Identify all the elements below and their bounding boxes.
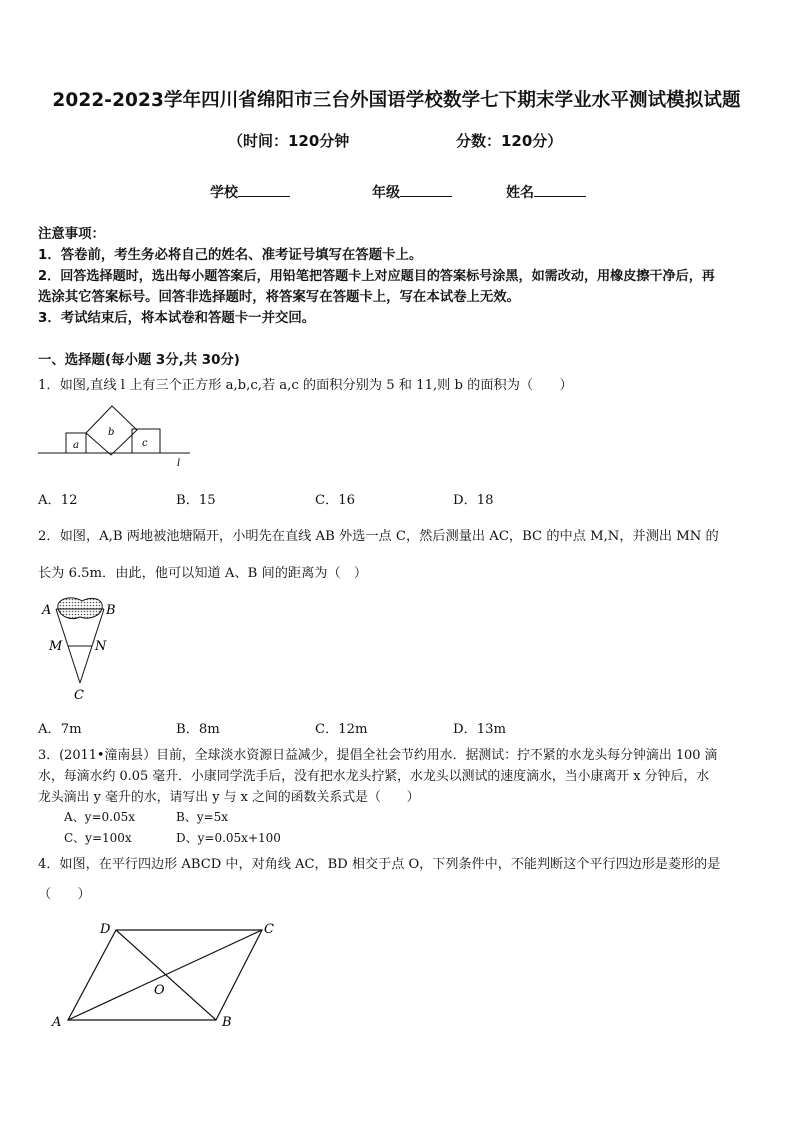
figure-label-A: A xyxy=(52,1015,62,1030)
figure-label-l: l xyxy=(177,458,181,469)
question-3-option-b: B、y=5x xyxy=(176,810,229,824)
question-3-option-c: C、y=100x xyxy=(64,831,132,845)
figure-label-A: A xyxy=(42,603,52,618)
question-4-text-line-2: （ ） xyxy=(38,887,91,902)
figure-label-M: M xyxy=(49,639,63,654)
time-label: （时间：120分钟 xyxy=(228,132,350,150)
figure-label-B: B xyxy=(106,603,116,618)
grade-blank xyxy=(400,184,452,197)
page-title: 2022-2023学年四川省绵阳市三台外国语学校数学七下期末学业水平测试模拟试题 xyxy=(52,90,741,111)
question-1-text: 1．如图,直线 l 上有三个正方形 a,b,c,若 a,c 的面积分别为 5 和 11,则 b 的面积为（ ） xyxy=(38,378,573,393)
question-2-text-line-2: 长为 6.5m．由此，他可以知道 A、B 间的距离为（ ） xyxy=(38,566,368,581)
section-heading: 一、选择题(每小题 3分,共 30分) xyxy=(38,353,240,368)
question-3-option-d: D、y=0.05x+100 xyxy=(176,831,281,845)
question-4-figure xyxy=(50,918,280,1033)
question-3-text-line-3: 龙头滴出 y 毫升的水，请写出 y 与 x 之间的函数关系式是（ ） xyxy=(38,790,420,805)
question-1-option-c: C．16 xyxy=(315,493,356,508)
figure-label-C: C xyxy=(264,922,274,937)
grade-field xyxy=(372,182,452,202)
question-4-text-line-1: 4．如图，在平行四边形 ABCD 中，对角线 AC，BD 相交于点 O，下列条件中，不能判断这个平行四边形是菱形的是 xyxy=(38,857,721,872)
figure-label-B: B xyxy=(222,1015,232,1030)
notice-line-2b: 选涂其它答案标号。回答非选择题时，将答案写在答题卡上，写在本试卷上无效。 xyxy=(38,290,521,305)
question-2-option-d: D．13m xyxy=(453,722,507,737)
notice-heading: 注意事项： xyxy=(38,227,105,242)
name-field xyxy=(506,182,586,202)
notice-line-3: 3．考试结束后，将本试卷和答题卡一并交回。 xyxy=(38,311,316,326)
question-3-text-line-1: 3．(2011•潼南县）目前，全球淡水资源日益减少，提倡全社会节约用水．据测试：拧不紧的水龙头每分钟滴出 100 滴 xyxy=(38,748,718,763)
school-field xyxy=(210,182,290,202)
question-2-figure xyxy=(38,595,128,703)
notice-line-1: 1．答卷前，考生务必将自己的姓名、准考证号填写在答题卡上。 xyxy=(38,248,423,263)
school-label: 学校 xyxy=(210,185,238,201)
question-2-option-a: A．7m xyxy=(38,722,82,737)
figure-label-N: N xyxy=(95,639,107,654)
question-2-text-line-1: 2．如图，A,B 两地被池塘隔开，小明先在直线 AB 外选一点 C，然后测量出 AC，BC 的中点 M,N，并测出 MN 的 xyxy=(38,529,719,544)
school-blank xyxy=(238,184,290,197)
question-2-option-b: B．8m xyxy=(176,722,220,737)
question-3-text-line-2: 水，每滴水约 0.05 毫升．小康同学洗手后，没有把水龙头拧紧，水龙头以测试的速度滴水，当小康离开 x 分钟后，水 xyxy=(38,769,710,784)
figure-label-a: a xyxy=(73,440,79,451)
question-1-option-d: D．18 xyxy=(453,493,494,508)
name-blank xyxy=(534,184,586,197)
figure-label-b: b xyxy=(108,427,115,438)
notice-line-2a: 2．回答选择题时，选出每小题答案后，用铅笔把答题卡上对应题目的答案标号涂黑，如需改动，用橡皮擦干净后，再 xyxy=(38,269,715,284)
figure-label-O: O xyxy=(154,983,165,998)
name-label: 姓名 xyxy=(506,185,534,201)
question-3-option-a: A、y=0.05x xyxy=(64,810,135,824)
question-2-option-c: C．12m xyxy=(315,722,368,737)
figure-label-C: C xyxy=(74,688,84,703)
grade-label: 年级 xyxy=(372,185,400,201)
score-label: 分数：120分） xyxy=(456,132,563,150)
figure-label-c: c xyxy=(142,438,148,449)
question-1-figure xyxy=(38,398,193,468)
question-1-option-b: B．15 xyxy=(176,493,216,508)
question-1-option-a: A．12 xyxy=(38,493,78,508)
figure-label-D: D xyxy=(100,922,111,937)
